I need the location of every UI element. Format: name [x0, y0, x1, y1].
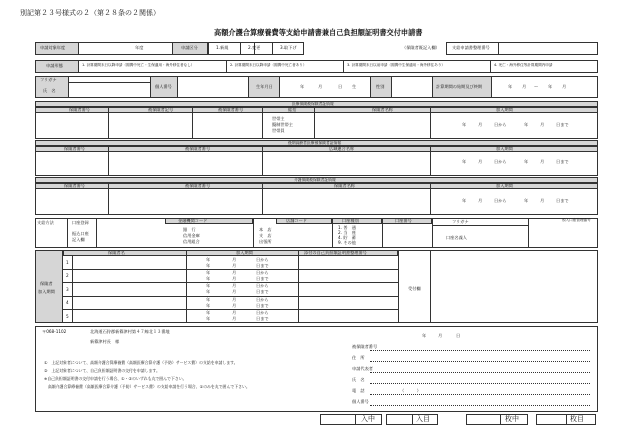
stamp-in-eye: 入目	[416, 415, 430, 423]
form-option-1[interactable]: 1. 計算期間末日以降申請（期間中死亡・生保適用・海外移住者なし）	[82, 63, 195, 67]
insurer-no-label: 支給申請書整理番号	[452, 45, 490, 50]
bank-code-label: 金融機関コード	[178, 218, 208, 223]
furigana-label: フリガナ	[40, 77, 57, 82]
page-title: 高額介護合算療養費等支給申請書兼自己負担額証明書交付申請書	[214, 28, 423, 37]
payment-method-label: 支給方法	[37, 220, 54, 225]
personal-no-label: 個人番号	[155, 84, 172, 89]
row2-label: 申請形態	[46, 63, 63, 68]
sex-label: 性別	[376, 84, 385, 89]
name-label: 氏 名	[43, 88, 56, 93]
account-no-label: 口座番号	[395, 218, 412, 223]
holder-label: 口座名義人	[446, 235, 467, 240]
period-table	[35, 250, 598, 323]
rel-head[interactable]: 世帯主	[272, 116, 285, 121]
type-option-withdraw[interactable]: 3.取下げ	[280, 45, 297, 50]
form-header: 別記第２３号様式の２（第２８条の２関係）	[20, 9, 160, 17]
postal-code: 〒068-1102	[42, 329, 67, 334]
statement-1: ① 上記対象者について、高額介護合算療養費（高額医療合算介護（予防）サービス費）の支給を申請します。	[44, 360, 238, 365]
rel-member[interactable]: 世帯員	[272, 128, 285, 133]
statement-note: ※自己負担額証明書の交付申請を行う場合、①・②のいずれも丸で囲んで下さい。	[44, 376, 187, 381]
type-option-new[interactable]: 1.新規	[216, 45, 229, 50]
statement-note-2: 高額介護合算療養費（高額医療合算介護（予防）サービス費）の支給申請を行う場合、①のみを丸で囲んで下さい。	[44, 384, 250, 389]
period-label: 計算期間の始期及び終期	[436, 84, 483, 89]
rel-proxy[interactable]: 擬制世帯主	[272, 122, 293, 127]
application-type-label: 申請区分	[181, 45, 198, 50]
stamp-in-middle: 入中	[361, 415, 375, 423]
form-option-4[interactable]: 4. 死亡・海外移住等計算期間内申請	[494, 63, 553, 67]
application-year-label: 申請対象年度	[40, 45, 66, 50]
birthdate-label: 生年月日	[256, 84, 273, 89]
stamp-sheets-eye: 枚目	[570, 415, 584, 423]
office-address: 北海道石狩郡新篠津村第４７線北１３番地	[90, 329, 170, 334]
deposit-type-label: 口座種別	[342, 218, 359, 223]
medical-title: 医療保険被保険者証情報	[292, 101, 334, 106]
person-box	[35, 76, 598, 98]
stamp-label: 受付欄	[408, 286, 421, 291]
statement-2: ② 上記対象者について、自己負担額証明書の交付を申請します。	[44, 368, 160, 373]
form-option-3[interactable]: 3. 計算期間末日以前申請（期間中生保適用・海外移住あり）	[347, 63, 446, 67]
insurer-entry-label: （保険者既記入欄）	[402, 45, 440, 50]
branch-code-label: 店舗コード	[286, 218, 307, 223]
type-option-change[interactable]: 2.変更	[248, 45, 261, 50]
deposit-note: 預入口座管理番号	[562, 218, 591, 222]
elderly-title: 後期高齢者医療被保険者証情報	[288, 140, 342, 145]
stamp-sheets-middle: 枚中	[505, 415, 519, 423]
care-title: 介護保険被保険者証情報	[294, 177, 336, 182]
mayor-line: 新篠津村長 様	[90, 339, 120, 344]
form-option-2[interactable]: 2. 計算期間末日以降申請（期間中死亡者あり）	[230, 63, 307, 67]
nendo-unit: 年度	[135, 45, 144, 50]
